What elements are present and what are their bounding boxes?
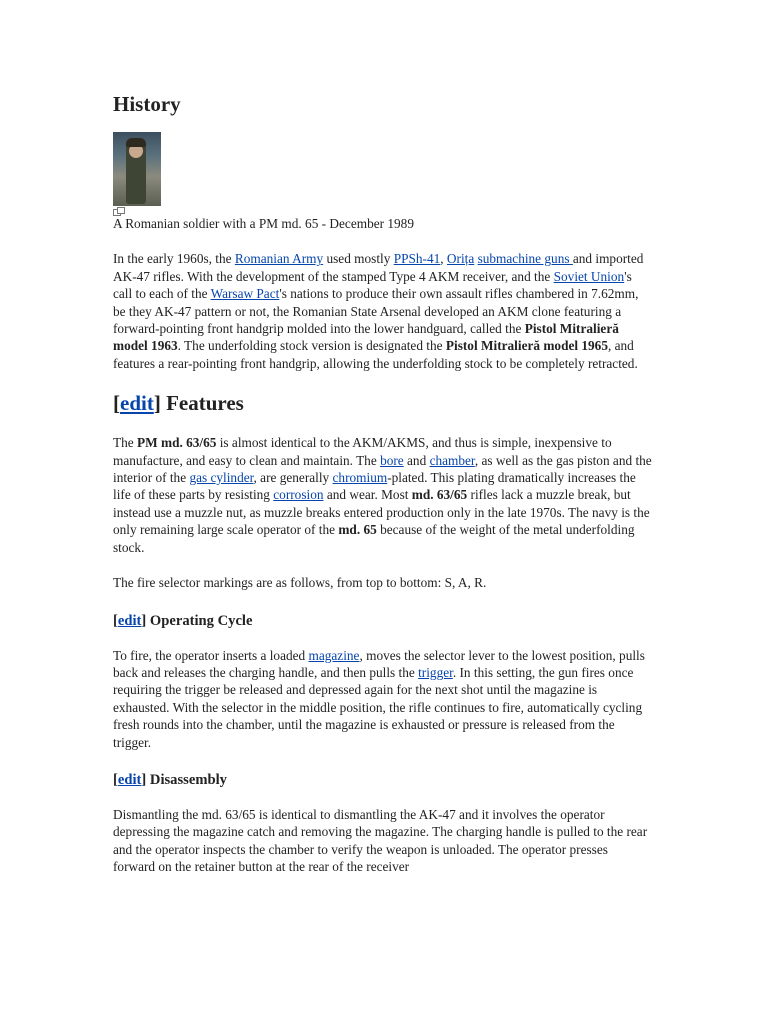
- heading-text: Features: [160, 391, 244, 416]
- link-bore[interactable]: bore: [380, 452, 404, 468]
- text-run: because of the weight of the metal underfolding stock.: [113, 522, 635, 555]
- link-trigger[interactable]: trigger: [418, 664, 453, 680]
- text-run: 's nations to produce their own assault rifles chambered in 7.62mm, be they AK-47 pattern or not, the Romanian State Arsenal developed an AKM clone featuring a forward-pointing front handgrip molded into the lower handguard, called the: [113, 286, 639, 337]
- edit-link-disassembly[interactable]: edit: [117, 771, 142, 788]
- edit-link-features[interactable]: edit: [120, 391, 154, 416]
- link-corrosion[interactable]: corrosion: [273, 487, 324, 503]
- operating-cycle-paragraph: [113, 647, 653, 751]
- link-romanian-army[interactable]: Romanian Army: [234, 251, 324, 267]
- soldier-photo[interactable]: [113, 132, 161, 206]
- text-run: is almost identical to the AKM/AKMS, and thus is simple, inexpensive to manufacture, and easy to clean and maintain. The: [113, 435, 612, 468]
- disassembly-paragraph: Dismantling the md. 63/65 is identical to dismantling the AK-47 and it involves the operator depressing the magazine catch and removing the magazine. The charging handle is pulled to the rear and the operator inspects the chamber to verify the weapon is unloaded. The operator presses forward on the retainer button at the rear of the receiver: [113, 806, 648, 875]
- heading-text: Operating Cycle: [146, 612, 253, 629]
- link-ppsh-41[interactable]: PPSh-41: [393, 251, 441, 267]
- bracket: [: [113, 391, 120, 416]
- text-run: . The underfolding stock version is designated the: [177, 338, 446, 354]
- heading-text: Disassembly: [146, 771, 227, 788]
- soldier-hat: [126, 138, 146, 147]
- text-run: , and features a rear-pointing front handgrip, allowing the underfolding stock to be completely retracted.: [113, 338, 638, 371]
- bracket: ]: [141, 771, 147, 788]
- features-paragraph: [113, 434, 653, 556]
- link-warsaw-pact[interactable]: Warsaw Pact: [210, 286, 280, 302]
- text-run: used mostly: [323, 251, 394, 267]
- text-run: , moves the selector lever to the lowest position, pulls back and releases the charging handle, and then pulls the: [113, 647, 645, 680]
- edit-link-operating-cycle[interactable]: edit: [117, 612, 142, 629]
- link-soviet-union[interactable]: Soviet Union: [553, 268, 625, 284]
- link-chromium[interactable]: chromium: [332, 470, 388, 486]
- disassembly-heading: [113, 769, 653, 791]
- text-run: ,: [440, 251, 447, 267]
- bold-term: md. 63/65: [411, 487, 468, 503]
- bold-term: Pistol Mitralieră model 1965: [445, 338, 608, 354]
- bracket: [: [113, 771, 118, 788]
- text-run: -plated. This plating dramatically increases the life of these parts by resisting: [113, 470, 636, 503]
- text-run: and wear. Most: [323, 487, 412, 503]
- link-gas-cylinder[interactable]: gas cylinder: [189, 470, 254, 486]
- bracket: ]: [153, 391, 161, 416]
- bold-term: Pistol Mitralieră model 1963: [113, 321, 619, 354]
- bold-term: md. 65: [338, 522, 377, 538]
- fire-selector-paragraph: The fire selector markings are as follows, from top to bottom: S, A, R.: [113, 575, 487, 591]
- enlarge-icon[interactable]: [113, 207, 124, 215]
- text-run: , as well as the gas piston and the interior of the: [113, 452, 652, 486]
- operating-cycle-heading: [113, 610, 653, 632]
- history-paragraph: [113, 250, 653, 372]
- history-heading: History: [113, 92, 181, 116]
- features-heading: [113, 387, 653, 419]
- link-orita[interactable]: Orița: [446, 251, 475, 267]
- text-run: and: [403, 452, 430, 468]
- link-chamber[interactable]: chamber: [429, 452, 475, 468]
- bracket: [: [113, 612, 118, 629]
- text-run: rifles lack a muzzle break, but instead use a muzzle nut, as muzzle breaks entered production only in the late 1970s. The navy is the only remaining large scale operator of the: [113, 487, 650, 538]
- link-magazine[interactable]: magazine: [308, 647, 360, 663]
- text-run: . In this setting, the gun fires once requiring the trigger be released and depressed again for the next shot until the magazine is exhausted. With the selector in the middle position, the rifle continues to fire, automatically cycling fresh rounds into the chamber, until the magazine is exhausted or pressure is released from the trigger.: [113, 664, 643, 750]
- text-run: The: [113, 435, 137, 451]
- article-content: [113, 88, 653, 876]
- text-run: , are generally: [253, 470, 333, 486]
- bracket: ]: [141, 612, 147, 629]
- bold-term: PM md. 63/65: [137, 435, 217, 451]
- link-submachine-guns[interactable]: submachine guns: [477, 251, 573, 267]
- image-caption: A Romanian soldier with a PM md. 65 - December 1989: [113, 216, 414, 231]
- text-run: and imported AK-47 rifles. With the development of the stamped Type 4 AKM receiver, and the: [113, 251, 644, 284]
- text-run: To fire, the operator inserts a loaded: [113, 647, 309, 663]
- text-run: In the early 1960s, the: [113, 251, 235, 267]
- text-run: 's call to each of the: [113, 268, 632, 302]
